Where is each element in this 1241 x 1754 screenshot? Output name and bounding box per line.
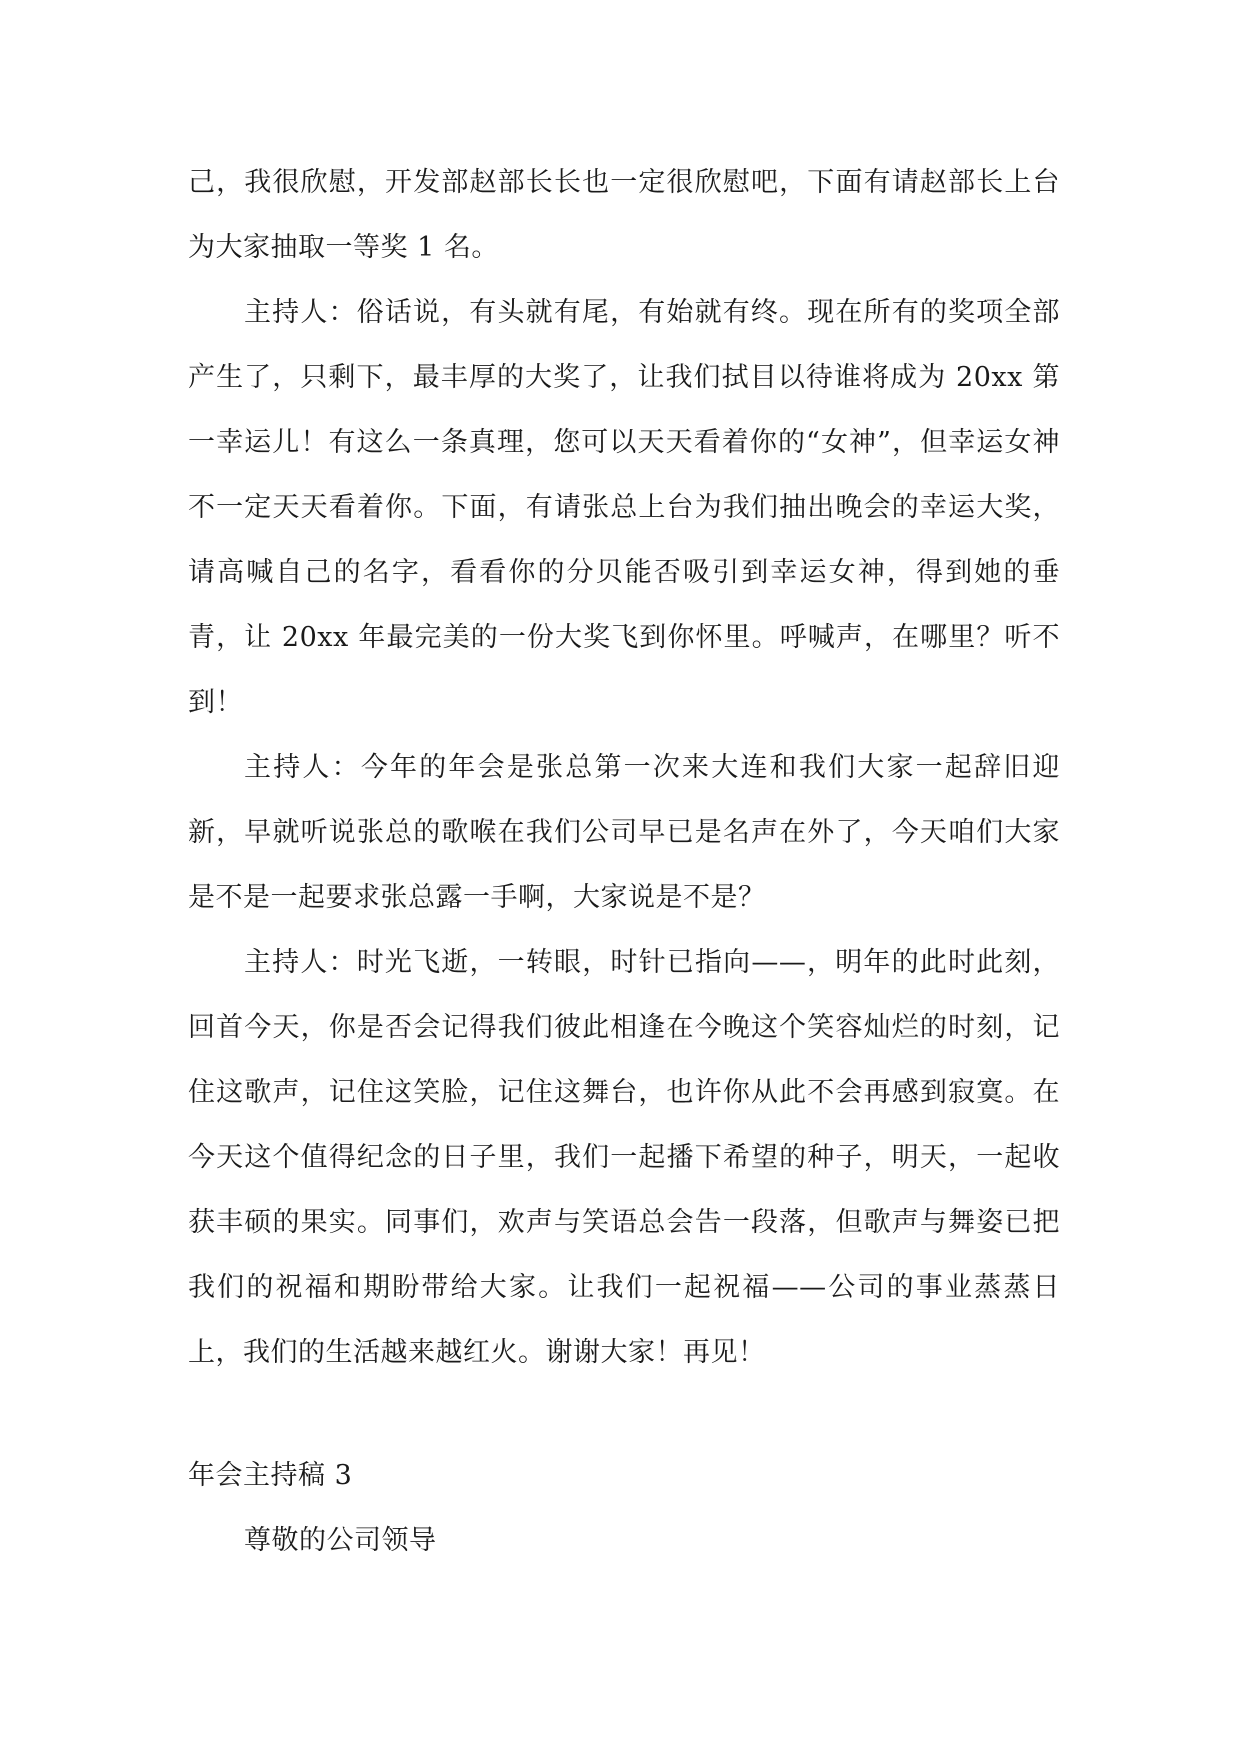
paragraph-continuation: 己，我很欣慰，开发部赵部长长也一定很欣慰吧，下面有请赵部长上台为大家抽取一等奖 1 名。: [188, 167, 1060, 263]
paragraph-host-closing: 主持人：时光飞逝，一转眼，时针已指向——，明年的此时此刻，回首今天，你是否会记得我们彼此相逢在今晚这个笑容灿烂的时刻，记住这歌声，记住这笑脸，记住这舞台，也许你从此不会再感到寂寞。在今天这个值得纪念的日子里，我们一起播下希望的种子，明天，一起收获丰硕的果实。同事们，欢声与笑语总会告一段落，但歌声与舞姿已把我们的祝福和期盼带给大家。让我们一起祝福——公司的事业蒸蒸日上，我们的生活越来越红火。谢谢大家！再见！: [188, 947, 1060, 1368]
section-title: 年会主持稿 3: [188, 1460, 353, 1491]
paragraph-host-grand-prize: 主持人：俗话说，有头就有尾，有始就有终。现在所有的奖项全部产生了，只剩下，最丰厚的大奖了，让我们拭目以待谁将成为 20xx 第一幸运儿！有这么一条真理，您可以天天看着你的“女神”，但幸运女神不一定天天看着你。下面，有请张总上台为我们抽出晚会的幸运大奖，请高喊自己的名字，看看你的分贝能否吸引到幸运女神，得到她的垂青，让 20xx 年最完美的一份大奖飞到你怀里。呼喊声，在哪里？听不到！: [188, 297, 1060, 718]
section-first-line: 尊敬的公司领导: [244, 1525, 437, 1556]
document-body: [188, 150, 1060, 1573]
paragraph-host-song-request: 主持人：今年的年会是张总第一次来大连和我们大家一起辞旧迎新，早就听说张总的歌喉在我们公司早已是名声在外了，今天咱们大家是不是一起要求张总露一手啊，大家说是不是？: [188, 752, 1060, 913]
